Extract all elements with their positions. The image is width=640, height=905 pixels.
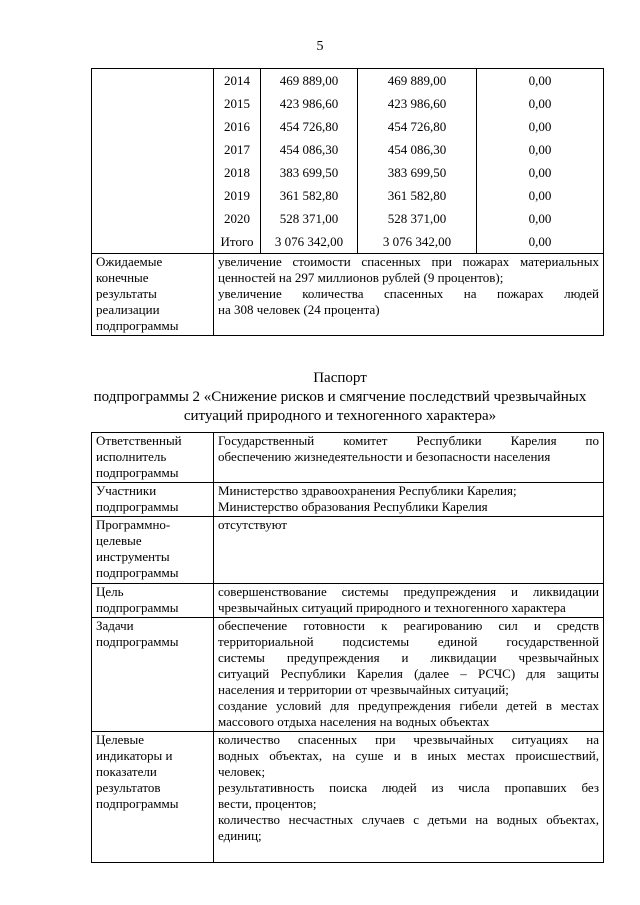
total-cell: 423 986,60 (261, 92, 358, 115)
year-cell: Итого (214, 230, 261, 254)
results-label: Ожидаемые конечные результаты реализации подпрограммы (92, 254, 214, 336)
total-cell: 3 076 342,00 (261, 230, 358, 254)
other-cell: 0,00 (477, 207, 604, 230)
budget-cell: 423 986,60 (358, 92, 477, 115)
total-cell: 454 726,80 (261, 115, 358, 138)
row-value: совершенствование системы предупреждения и ликвидации чрезвычайных ситуаций природного и техногенного характера (214, 584, 604, 618)
passport-subtitle-line1: подпрограммы 2 «Снижение рисков и смягчение последствий чрезвычайных (93, 389, 587, 405)
other-cell: 0,00 (477, 138, 604, 161)
passport-table (91, 432, 604, 863)
row-label: Целевые индикаторы и показатели результатов подпрограммы (92, 732, 214, 863)
other-cell: 0,00 (477, 92, 604, 115)
table-row (92, 483, 604, 517)
total-cell: 454 086,30 (261, 138, 358, 161)
budget-cell: 454 086,30 (358, 138, 477, 161)
row-value: количество спасенных при чрезвычайных ситуациях на водных объектах, на суше и в иных местах происшествий, человек; результативность поиска людей из числа пропавших без вести, процентов; количество несчастных случаев с детьми на водных объектах, единиц; (214, 732, 604, 863)
row-label: Программно- целевые инструменты подпрограммы (92, 517, 214, 584)
budget-cell: 528 371,00 (358, 207, 477, 230)
row-value: Министерство здравоохранения Республики Карелия; Министерство образования Республики Карелия (214, 483, 604, 517)
total-cell: 528 371,00 (261, 207, 358, 230)
budget-cell: 3 076 342,00 (358, 230, 477, 254)
table-row (92, 584, 604, 618)
other-cell: 0,00 (477, 184, 604, 207)
row-value: обеспечение готовности к реагированию сил и средств территориальной подсистемы единой государственной системы предупреждения и ликвидации чрезвычайных ситуаций Республики Карелия (далее – РСЧС) для защиты населения и территории от чрезвычайных ситуаций; создание условий для предупреждения гибели детей в местах массового отдыха населения на водных объектах (214, 618, 604, 732)
empty-label-cell (92, 69, 214, 254)
year-cell: 2017 (214, 138, 261, 161)
year-cell: 2020 (214, 207, 261, 230)
passport-title: Паспорт (313, 370, 367, 386)
row-label: Участники подпрограммы (92, 483, 214, 517)
budget-cell: 454 726,80 (358, 115, 477, 138)
year-cell: 2016 (214, 115, 261, 138)
year-cell: 2019 (214, 184, 261, 207)
row-label: Задачи подпрограммы (92, 618, 214, 732)
row-value: отсутствуют (214, 517, 604, 584)
row-value: Государственный комитет Республики Карелия по обеспечению жизнедеятельности и безопасности населения (214, 433, 604, 483)
total-cell: 361 582,80 (261, 184, 358, 207)
funding-table (91, 68, 604, 336)
year-cell: 2018 (214, 161, 261, 184)
row-label: Ответственный исполнитель подпрограммы (92, 433, 214, 483)
row-label: Цель подпрограммы (92, 584, 214, 618)
results-row (92, 254, 604, 336)
passport-subtitle-line2: ситуаций природного и техногенного характера» (183, 408, 497, 424)
table-row (92, 732, 604, 863)
total-cell: 469 889,00 (261, 69, 358, 93)
other-cell: 0,00 (477, 115, 604, 138)
table-row (92, 69, 604, 93)
other-cell: 0,00 (477, 230, 604, 254)
budget-cell: 361 582,80 (358, 184, 477, 207)
table-row (92, 433, 604, 483)
other-cell: 0,00 (477, 69, 604, 93)
table-row (92, 618, 604, 732)
budget-cell: 469 889,00 (358, 69, 477, 93)
total-cell: 383 699,50 (261, 161, 358, 184)
page-number: 5 (316, 39, 324, 54)
budget-cell: 383 699,50 (358, 161, 477, 184)
results-text: увеличение стоимости спасенных при пожарах материальных ценностей на 297 миллионов рублей (9 процентов); увеличение количества спасенных на пожарах людей на 308 человек (24 процента) (214, 254, 604, 336)
year-cell: 2014 (214, 69, 261, 93)
table-row (92, 517, 604, 584)
other-cell: 0,00 (477, 161, 604, 184)
year-cell: 2015 (214, 92, 261, 115)
